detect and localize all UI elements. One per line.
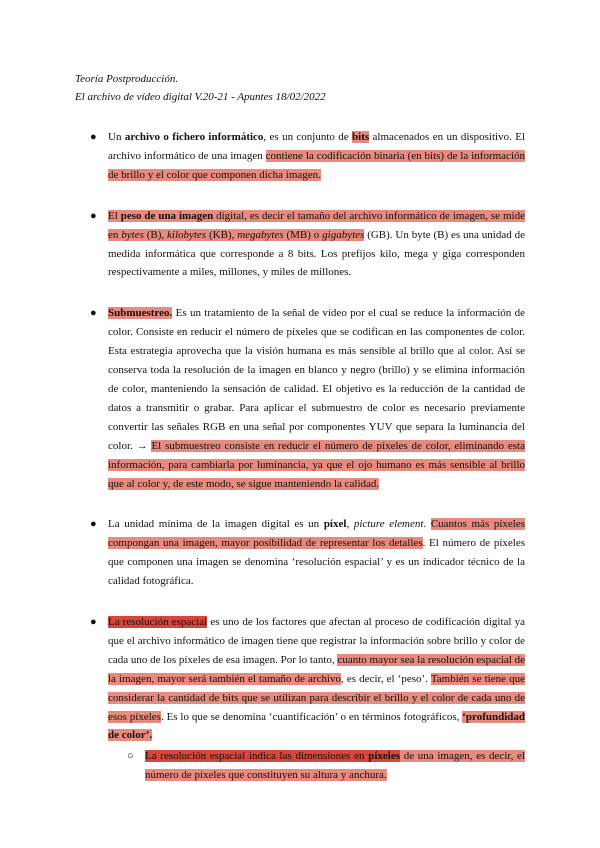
highlight-run-strong: La resolución espacial xyxy=(108,616,208,629)
bullet-icon: ● xyxy=(90,307,97,320)
highlight-run: El submuestreo consiste en reducir el número de píxeles de color, eliminando esta información, para cambiarla por luminancia, ya que el ojo humano es más sensible al brillo que al color y, de este modo, se sigue manteniendo la calidad. xyxy=(108,439,525,490)
text-run: . El número de píxeles que componen una imagen se denomina ‘resolución espacial’ y es un indicador técnico de la calidad fotográfica. xyxy=(108,537,525,588)
bullet-icon: ● xyxy=(90,518,97,531)
text-run: . Es lo que se denomina ‘cuantificación’ o en términos fotográficos, xyxy=(160,710,463,723)
text-run-bold: peso de una imagen xyxy=(120,209,214,222)
bullet-item-submuestreo xyxy=(90,304,525,493)
text-run-italic: bytes xyxy=(121,228,144,241)
highlight-run-strong xyxy=(145,750,400,762)
text-run: (MB) o xyxy=(283,228,323,241)
bullet-item-resolucion xyxy=(90,613,525,785)
highlight-run: También se tiene que considerar la cantidad de bits que se utilizan para describir el brillo y el color de cada uno de esos píxeles xyxy=(108,672,525,723)
document-subtitle: El archivo de vídeo digital V.20-21 - Apuntes 18/02/2022 xyxy=(75,91,326,103)
text-run: (B), xyxy=(143,228,167,241)
highlight-run: bits xyxy=(352,131,370,143)
bullet-icon: ● xyxy=(90,209,97,222)
text-run: La resolución espacial indica las dimensiones en xyxy=(145,750,369,763)
bullet-item-pixel xyxy=(90,515,525,591)
text-run: Un xyxy=(108,131,125,143)
highlight-run: Cuantos más píxeles compongan una imagen, mayor posibilidad de representar los detalles xyxy=(108,518,526,550)
text-run: (KB), xyxy=(206,228,238,241)
text-run: El xyxy=(108,209,121,222)
sub-bullet-item xyxy=(108,747,525,785)
highlight-run: de una imagen, es decir, el número de píxeles que constituyen su altura y anchura. xyxy=(145,750,525,782)
bullet-item-archivo xyxy=(90,128,525,185)
document-title: Teoría Postproducción. xyxy=(75,73,179,85)
sub-bullet-icon: ○ xyxy=(127,750,134,763)
text-run: , es un conjunto de xyxy=(263,131,353,143)
text-run-bold: archivo o fichero informático xyxy=(124,131,264,143)
highlight-run: Submuestreo. xyxy=(108,307,173,320)
highlight-run: contiene la codificación binaria (en bits) de la información de brillo y el color que componen dicha imagen. xyxy=(108,149,526,181)
text-run: , xyxy=(346,518,354,531)
text-run: es uno de los factores que afectan al proceso de codificación digital ya que el archivo informático de imagen tiene que registrar la información sobre brillo y color de cada uno de los píxeles de esa imagen. Por lo tanto, xyxy=(108,616,525,666)
text-run-italic: kilobytes xyxy=(167,228,207,241)
document-header xyxy=(75,70,326,106)
text-run-bold: píxeles xyxy=(368,750,400,763)
bullet-list xyxy=(90,128,525,785)
bullet-icon: ● xyxy=(90,131,97,143)
text-run-bold: píxel xyxy=(323,518,347,531)
text-run: . xyxy=(423,518,431,531)
bullet-item-peso xyxy=(90,207,525,283)
highlight-run: ‘profundidad de color’. xyxy=(108,710,526,742)
text-run: , es decir, el ‘peso’. xyxy=(341,672,431,685)
text-run: (GB). Un byte (B) es una unidad de medida informática que corresponde a 8 bits. Los prefijos kilo, mega y giga corresponden respectivamente a miles, millones, y miles de millones. xyxy=(108,228,525,279)
bullet-icon: ● xyxy=(90,616,97,629)
text-run: almacenados en un dispositivo. El archivo informático de una imagen xyxy=(108,131,525,162)
text-run-italic: picture element xyxy=(353,518,424,531)
text-run-italic: gigabytes xyxy=(322,228,365,241)
text-run: La unidad mínima de la imagen digital es un xyxy=(108,518,324,531)
text-run: digital, es decir el tamaño del archivo informático de imagen, se mide en xyxy=(108,209,525,241)
text-run-italic: megabytes xyxy=(237,228,284,241)
highlight-run: cuanto mayor sea la resolución espacial de la imagen, mayor será también el tamaño de archivo xyxy=(108,653,525,685)
text-run: Es un tratamiento de la señal de vídeo por el cual se reduce la información de color. Consiste en reducir el número de píxeles que se codifican en las componentes de color. Esta estrategia aprovecha que la visión humana es más sensible al brillo que al color. Así se conserva toda la resolución de la imagen en blanco y negro (brillo) y se elimina información de color, manteniendo la sensación de calidad. El objetivo es la reducción de la cantidad de datos a transmitir o grabar. Para aplicar el submuestro de color es necesario previamente convertir las señales RGB en una señal por componentes YUV que separa la luminancia del color. → xyxy=(108,307,525,452)
